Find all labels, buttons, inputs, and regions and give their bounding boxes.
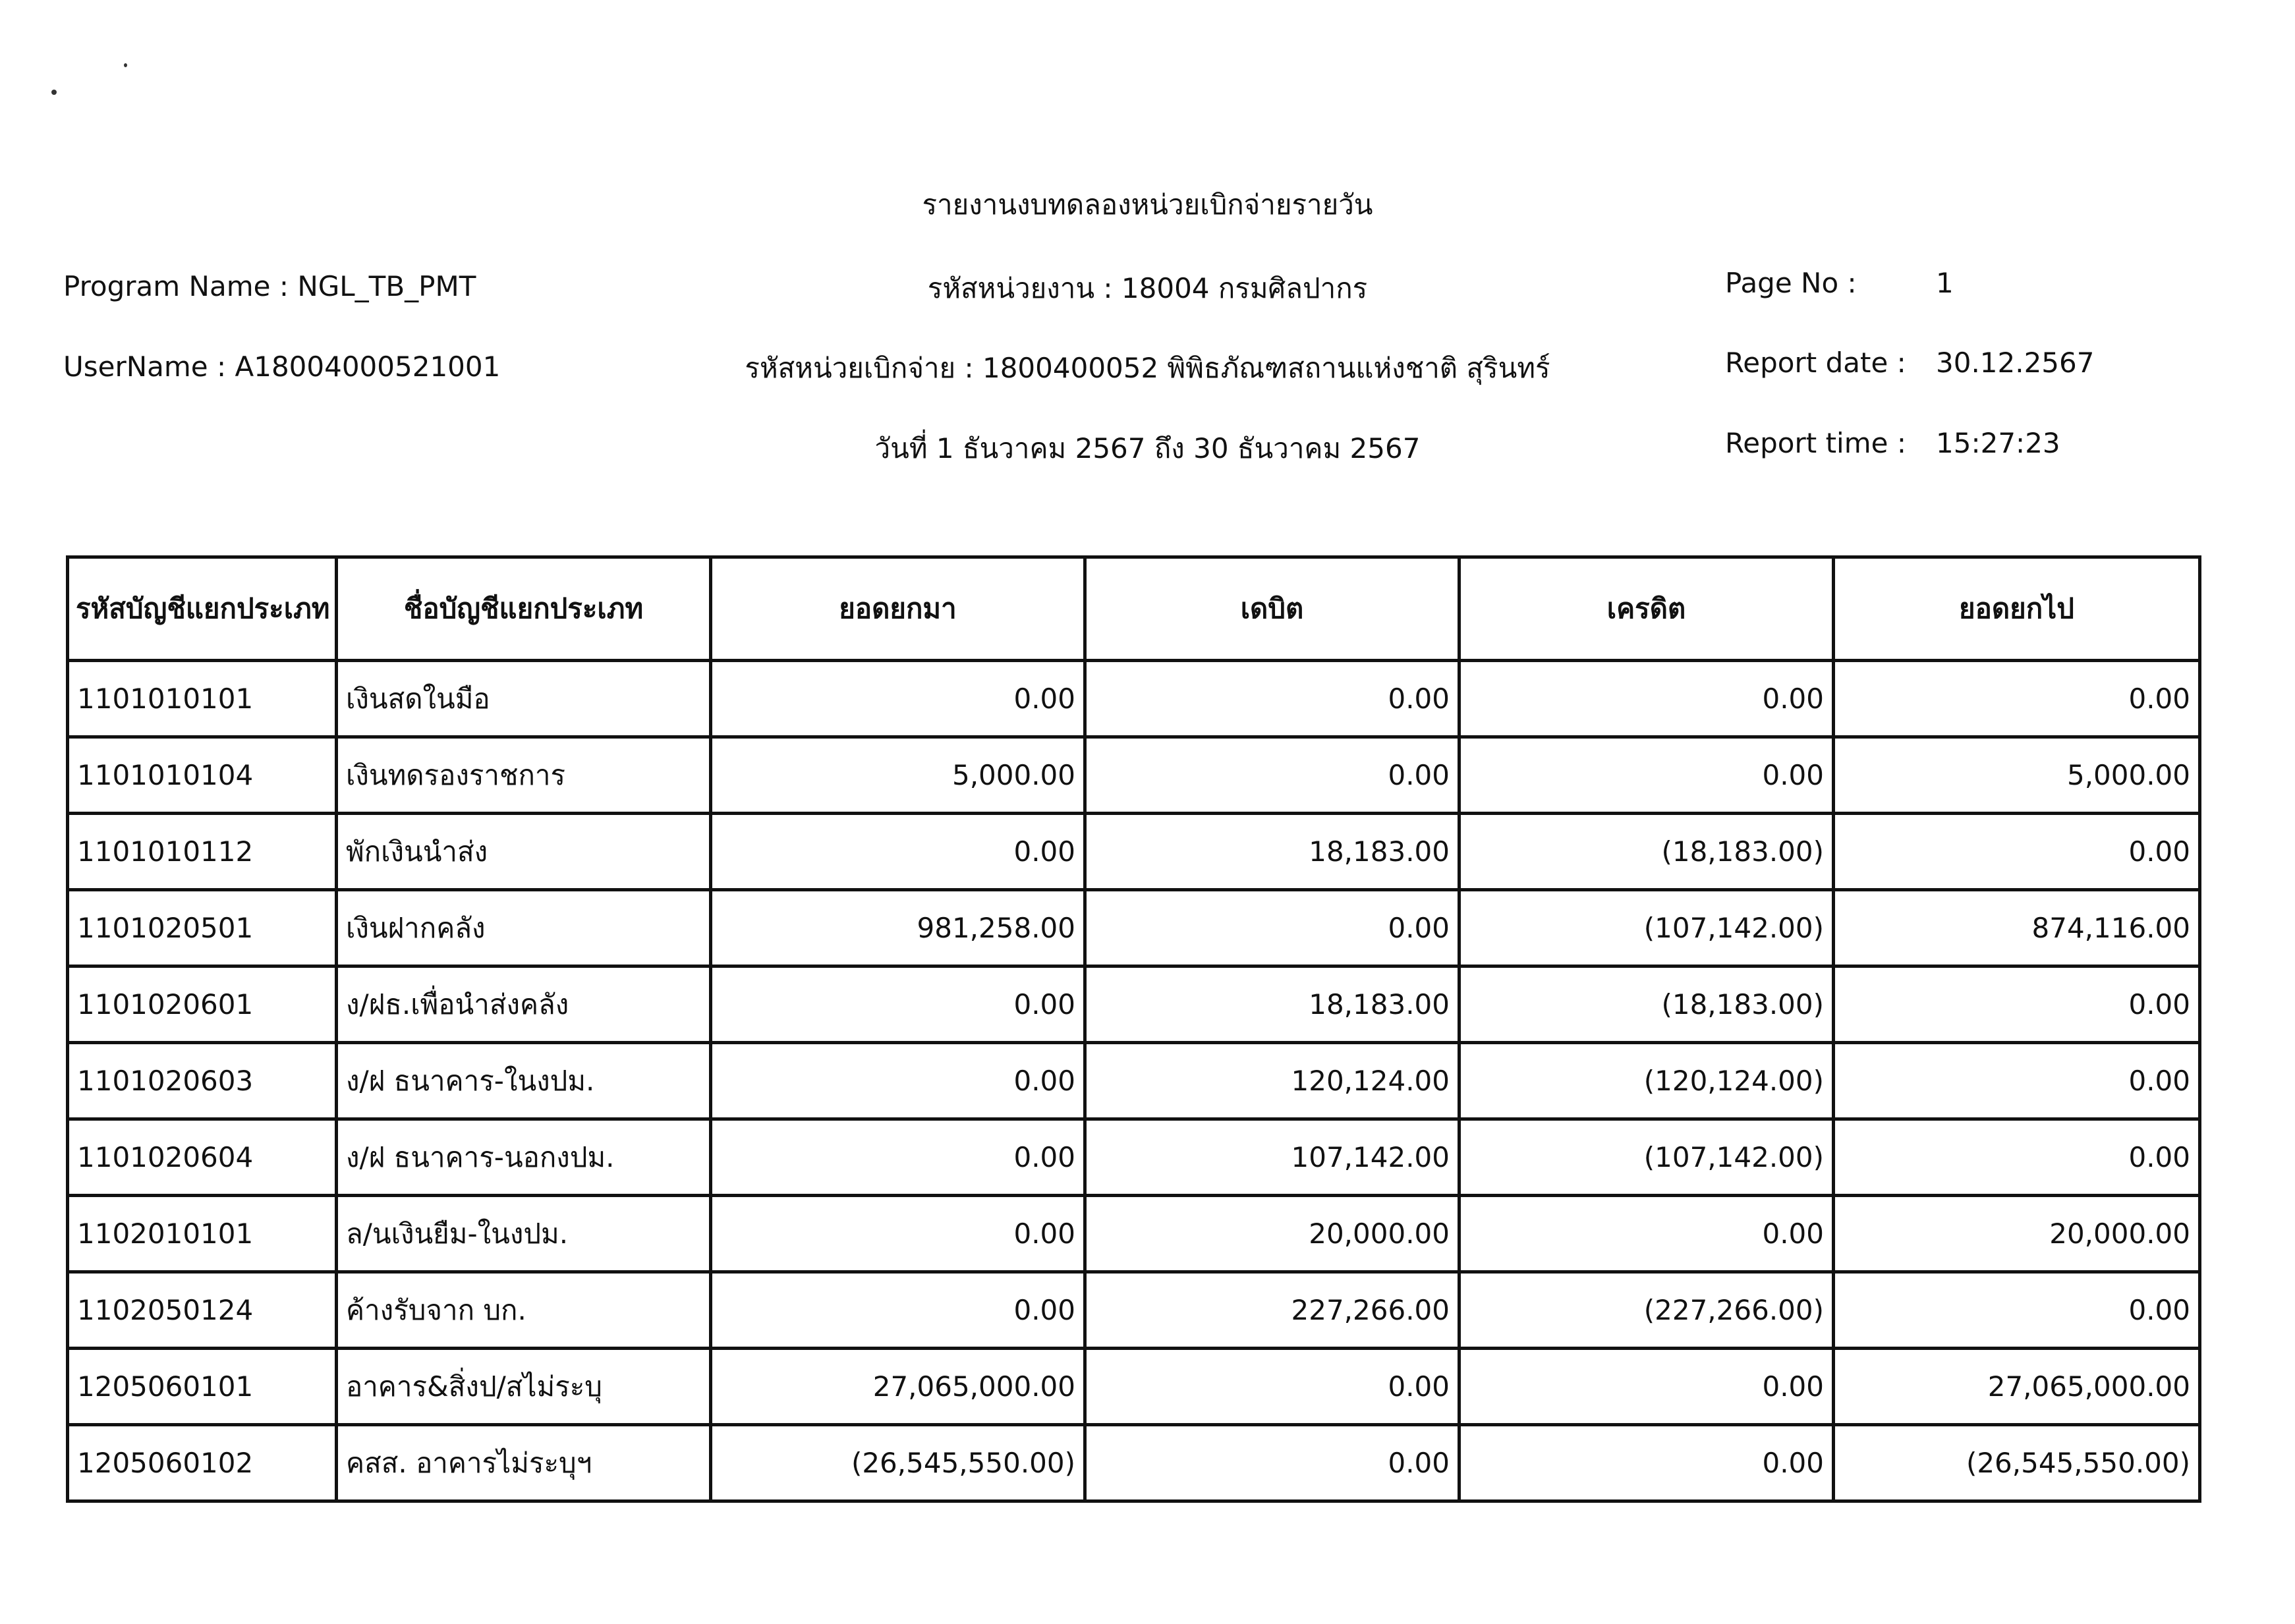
cell-carried-forward: 5,000.00 — [1834, 737, 2200, 814]
cell-brought-forward: 981,258.00 — [711, 890, 1085, 966]
table-header-row — [68, 557, 2200, 661]
cell-debit: 0.00 — [1085, 1425, 1459, 1501]
cell-account-code: 1101020601 — [68, 966, 337, 1043]
disbursing-unit: รหัสหน่วยเบิกจ่าย : 1800400052 พิพิธภัณฑสถานแห่งชาติ สุรินทร์ — [745, 352, 1550, 384]
cell-carried-forward: 0.00 — [1834, 814, 2200, 890]
cell-brought-forward: 0.00 — [711, 814, 1085, 890]
cell-debit: 0.00 — [1085, 661, 1459, 737]
cell-brought-forward: 0.00 — [711, 661, 1085, 737]
cell-account-name: ง/ฝธ.เพื่อนำส่งคลัง — [337, 966, 711, 1043]
cell-carried-forward: 0.00 — [1834, 1272, 2200, 1349]
cell-account-name: คสส. อาคารไม่ระบุฯ — [337, 1425, 711, 1501]
cell-debit: 18,183.00 — [1085, 814, 1459, 890]
cell-account-name: ง/ฝ ธนาคาร-ในงปม. — [337, 1043, 711, 1119]
cell-carried-forward: (26,545,550.00) — [1834, 1425, 2200, 1501]
cell-debit: 120,124.00 — [1085, 1043, 1459, 1119]
cell-account-code: 1205060102 — [68, 1425, 337, 1501]
cell-carried-forward: 0.00 — [1834, 966, 2200, 1043]
table-row — [68, 1196, 2200, 1272]
table-row — [68, 1425, 2200, 1501]
header-account-code: รหัสบัญชีแยกประเภท — [68, 557, 337, 661]
cell-carried-forward: 874,116.00 — [1834, 890, 2200, 966]
cell-account-code: 1101010112 — [68, 814, 337, 890]
cell-credit: (18,183.00) — [1459, 966, 1834, 1043]
page-no: 1 — [1936, 267, 1954, 299]
cell-debit: 107,142.00 — [1085, 1119, 1459, 1196]
cell-account-code: 1101020603 — [68, 1043, 337, 1119]
cell-carried-forward: 0.00 — [1834, 1043, 2200, 1119]
cell-brought-forward: (26,545,550.00) — [711, 1425, 1085, 1501]
cell-account-code: 1101010101 — [68, 661, 337, 737]
cell-brought-forward: 0.00 — [711, 1272, 1085, 1349]
cell-account-code: 1102010101 — [68, 1196, 337, 1272]
cell-account-name: เงินฝากคลัง — [337, 890, 711, 966]
cell-brought-forward: 0.00 — [711, 966, 1085, 1043]
trial-balance-table — [66, 555, 2201, 1503]
cell-credit: 0.00 — [1459, 1349, 1834, 1425]
cell-credit: (18,183.00) — [1459, 814, 1834, 890]
table-row — [68, 890, 2200, 966]
program-name: Program Name : NGL_TB_PMT — [63, 270, 476, 302]
cell-account-name: ล/นเงินยืม-ในงปม. — [337, 1196, 711, 1272]
table-row — [68, 966, 2200, 1043]
cell-account-name: พักเงินนำส่ง — [337, 814, 711, 890]
header-account-name: ชื่อบัญชีแยกประเภท — [337, 557, 711, 661]
report-time-label: Report time : — [1725, 427, 1906, 459]
table-row — [68, 1272, 2200, 1349]
scan-speck — [51, 90, 57, 95]
cell-debit: 0.00 — [1085, 1349, 1459, 1425]
cell-brought-forward: 5,000.00 — [711, 737, 1085, 814]
cell-account-name: ง/ฝ ธนาคาร-นอกงปม. — [337, 1119, 711, 1196]
report-date-label: Report date : — [1725, 347, 1906, 379]
username: UserName : A18004000521001 — [63, 350, 501, 383]
table-row — [68, 737, 2200, 814]
table-row — [68, 661, 2200, 737]
cell-brought-forward: 0.00 — [711, 1119, 1085, 1196]
table-row — [68, 1119, 2200, 1196]
cell-account-code: 1101020604 — [68, 1119, 337, 1196]
cell-debit: 18,183.00 — [1085, 966, 1459, 1043]
cell-brought-forward: 0.00 — [711, 1196, 1085, 1272]
cell-carried-forward: 0.00 — [1834, 1119, 2200, 1196]
page-no-label: Page No : — [1725, 267, 1857, 299]
header-debit: เดบิต — [1085, 557, 1459, 661]
cell-carried-forward: 0.00 — [1834, 661, 2200, 737]
table-row — [68, 1349, 2200, 1425]
cell-account-code: 1101020501 — [68, 890, 337, 966]
scan-speck — [124, 63, 127, 67]
cell-brought-forward: 0.00 — [711, 1043, 1085, 1119]
header-credit: เครดิต — [1459, 557, 1834, 661]
cell-account-code: 1101010104 — [68, 737, 337, 814]
cell-carried-forward: 27,065,000.00 — [1834, 1349, 2200, 1425]
cell-debit: 227,266.00 — [1085, 1272, 1459, 1349]
report-period: วันที่ 1 ธันวาคม 2567 ถึง 30 ธันวาคม 2567 — [874, 432, 1421, 464]
cell-account-name: เงินสดในมือ — [337, 661, 711, 737]
report-title: รายงานงบทดลองหน่วยเบิกจ่ายรายวัน — [922, 188, 1373, 221]
cell-debit: 20,000.00 — [1085, 1196, 1459, 1272]
cell-account-name: อาคาร&สิ่งป/สไม่ระบุ — [337, 1349, 711, 1425]
table-row — [68, 814, 2200, 890]
cell-credit: 0.00 — [1459, 1425, 1834, 1501]
report-date: 30.12.2567 — [1936, 347, 2095, 379]
cell-credit: (107,142.00) — [1459, 1119, 1834, 1196]
header-brought-forward: ยอดยกมา — [711, 557, 1085, 661]
agency-code: รหัสหน่วยงาน : 18004 กรมศิลปากร — [927, 272, 1368, 304]
cell-account-name: เงินทดรองราชการ — [337, 737, 711, 814]
cell-account-code: 1102050124 — [68, 1272, 337, 1349]
table-row — [68, 1043, 2200, 1119]
cell-debit: 0.00 — [1085, 737, 1459, 814]
cell-credit: (107,142.00) — [1459, 890, 1834, 966]
cell-account-code: 1205060101 — [68, 1349, 337, 1425]
cell-credit: 0.00 — [1459, 737, 1834, 814]
cell-credit: (120,124.00) — [1459, 1043, 1834, 1119]
header-carried-forward: ยอดยกไป — [1834, 557, 2200, 661]
cell-carried-forward: 20,000.00 — [1834, 1196, 2200, 1272]
cell-credit: (227,266.00) — [1459, 1272, 1834, 1349]
cell-credit: 0.00 — [1459, 661, 1834, 737]
report-time: 15:27:23 — [1936, 427, 2060, 459]
cell-account-name: ค้างรับจาก บก. — [337, 1272, 711, 1349]
cell-brought-forward: 27,065,000.00 — [711, 1349, 1085, 1425]
cell-debit: 0.00 — [1085, 890, 1459, 966]
cell-credit: 0.00 — [1459, 1196, 1834, 1272]
